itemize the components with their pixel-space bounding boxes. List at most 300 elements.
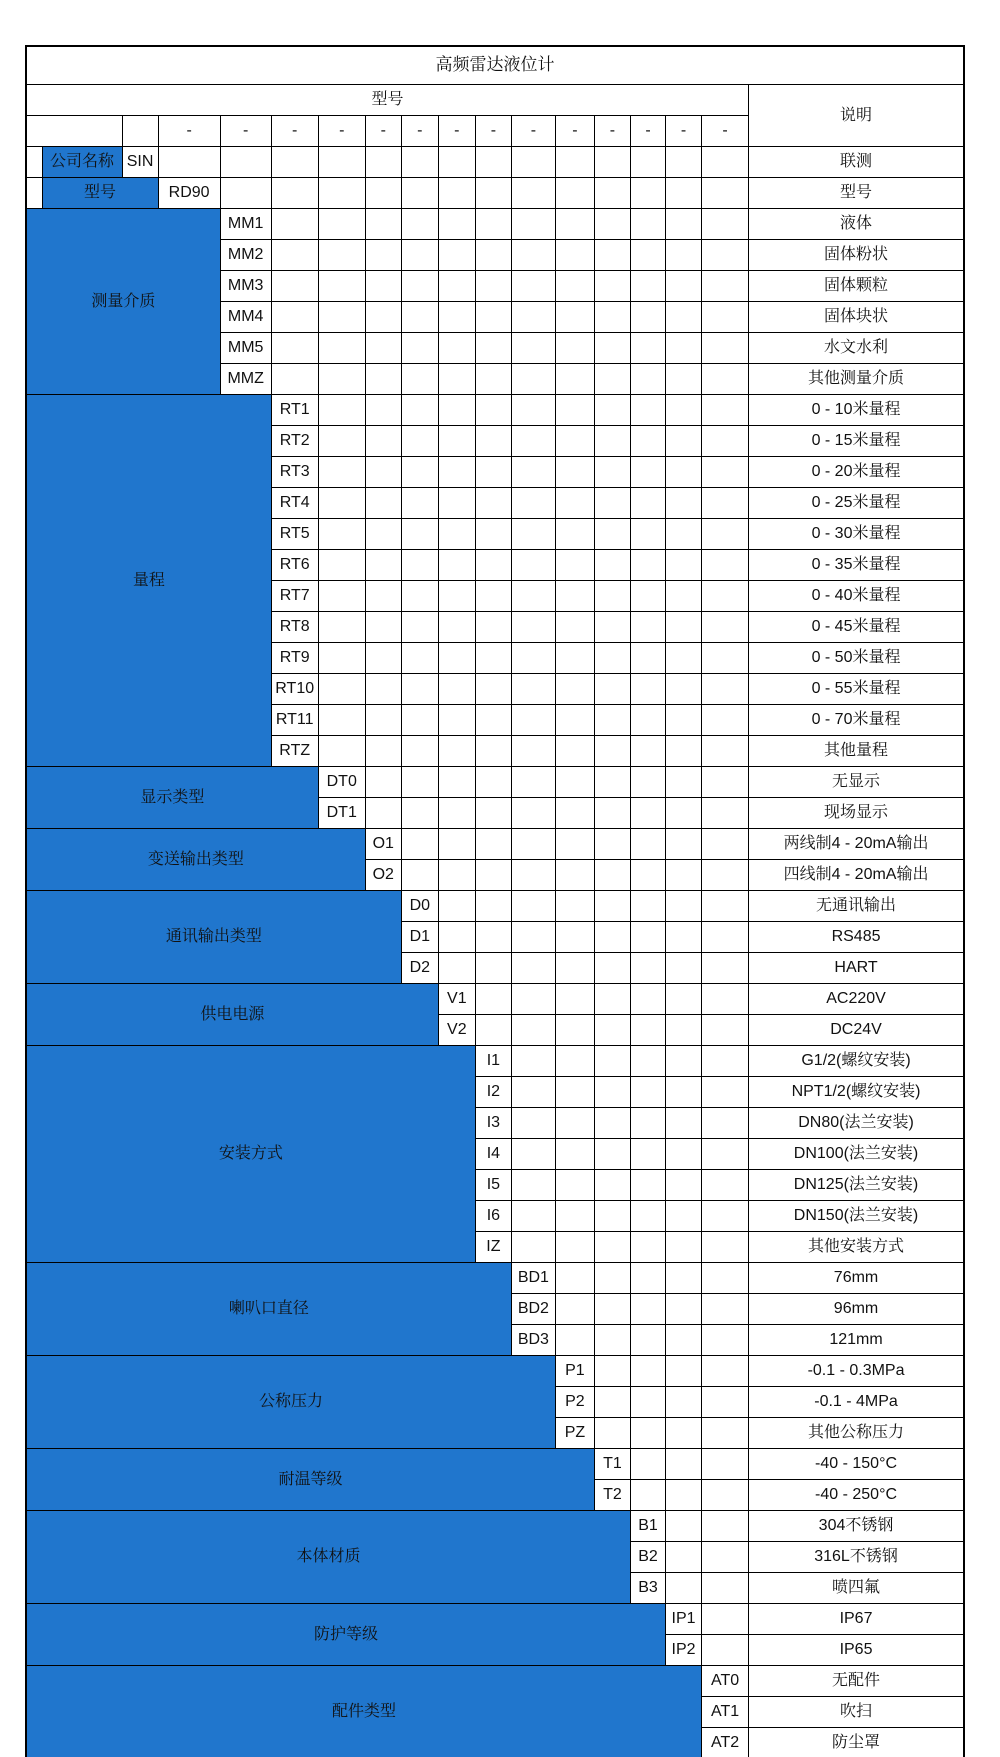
option-desc: 型号	[749, 178, 964, 209]
grid-cell	[401, 178, 438, 209]
grid-cell	[555, 1015, 594, 1046]
grid-cell	[666, 891, 702, 922]
option-code: IP1	[666, 1604, 702, 1635]
grid-cell	[318, 333, 365, 364]
option-desc: 喷四氟	[749, 1573, 964, 1604]
grid-cell	[555, 736, 594, 767]
grid-cell	[594, 643, 630, 674]
grid-cell	[594, 1201, 630, 1232]
model-number-header: 型号	[26, 85, 749, 116]
grid-cell	[271, 147, 318, 178]
option-code: RD90	[158, 178, 220, 209]
grid-cell	[666, 1325, 702, 1356]
grid-cell	[511, 178, 555, 209]
grid-cell	[511, 209, 555, 240]
grid-cell	[475, 271, 511, 302]
grid-cell	[666, 457, 702, 488]
grid-cell	[666, 1449, 702, 1480]
grid-cell	[555, 302, 594, 333]
grid-cell	[702, 860, 749, 891]
option-code: O1	[365, 829, 401, 860]
grid-cell	[271, 178, 318, 209]
grid-cell	[594, 891, 630, 922]
grid-cell	[666, 1542, 702, 1573]
option-code: P1	[555, 1356, 594, 1387]
grid-cell	[438, 209, 475, 240]
option-code: MMZ	[220, 364, 271, 395]
option-code: B1	[630, 1511, 665, 1542]
grid-cell	[702, 240, 749, 271]
grid-cell	[318, 705, 365, 736]
grid-cell	[511, 922, 555, 953]
category-label: 耐温等级	[26, 1449, 594, 1511]
option-code: IP2	[666, 1635, 702, 1666]
grid-cell	[630, 1356, 665, 1387]
grid-cell	[365, 302, 401, 333]
grid-cell	[630, 1480, 665, 1511]
grid-cell	[318, 209, 365, 240]
grid-cell	[401, 643, 438, 674]
option-row	[26, 1263, 964, 1294]
grid-cell	[511, 271, 555, 302]
grid-cell	[511, 550, 555, 581]
grid-cell	[511, 1232, 555, 1263]
grid-cell	[630, 364, 665, 395]
grid-cell	[666, 1108, 702, 1139]
option-desc: -0.1 - 0.3MPa	[749, 1356, 964, 1387]
grid-cell	[666, 1387, 702, 1418]
option-row	[26, 1666, 964, 1697]
option-desc: 防尘罩	[749, 1728, 964, 1757]
grid-cell	[555, 488, 594, 519]
grid-cell	[666, 736, 702, 767]
grid-cell	[365, 426, 401, 457]
grid-cell	[630, 240, 665, 271]
option-desc: -0.1 - 4MPa	[749, 1387, 964, 1418]
option-desc: 联测	[749, 147, 964, 178]
grid-cell	[318, 550, 365, 581]
option-desc: 固体颗粒	[749, 271, 964, 302]
grid-cell	[702, 1356, 749, 1387]
dash-separator: -	[318, 116, 365, 147]
grid-cell	[594, 829, 630, 860]
option-code: I5	[475, 1170, 511, 1201]
grid-cell	[666, 922, 702, 953]
grid-cell	[475, 550, 511, 581]
grid-cell	[511, 364, 555, 395]
grid-cell	[475, 643, 511, 674]
option-desc: 其他公称压力	[749, 1418, 964, 1449]
option-desc: 0 - 30米量程	[749, 519, 964, 550]
grid-cell	[438, 798, 475, 829]
grid-cell	[555, 1325, 594, 1356]
grid-cell	[702, 395, 749, 426]
grid-cell	[630, 1449, 665, 1480]
category-label: 通讯输出类型	[26, 891, 401, 984]
option-desc: -40 - 250°C	[749, 1480, 964, 1511]
option-desc: HART	[749, 953, 964, 984]
option-code: RT4	[271, 488, 318, 519]
grid-cell	[475, 612, 511, 643]
grid-cell	[702, 891, 749, 922]
grid-cell	[511, 1015, 555, 1046]
grid-cell	[438, 364, 475, 395]
grid-cell	[630, 1015, 665, 1046]
option-desc: 0 - 10米量程	[749, 395, 964, 426]
grid-cell	[666, 1077, 702, 1108]
dash-separator: -	[702, 116, 749, 147]
option-code: RT2	[271, 426, 318, 457]
corner-spacer	[26, 147, 42, 178]
grid-cell	[555, 643, 594, 674]
grid-cell	[702, 736, 749, 767]
grid-cell	[666, 674, 702, 705]
grid-cell	[630, 798, 665, 829]
grid-cell	[630, 922, 665, 953]
grid-cell	[702, 1077, 749, 1108]
grid-cell	[555, 922, 594, 953]
grid-cell	[401, 612, 438, 643]
grid-cell	[438, 457, 475, 488]
option-desc: IP67	[749, 1604, 964, 1635]
grid-cell	[666, 333, 702, 364]
grid-cell	[555, 457, 594, 488]
grid-cell	[666, 519, 702, 550]
option-code: RT8	[271, 612, 318, 643]
grid-cell	[438, 488, 475, 519]
grid-cell	[318, 302, 365, 333]
grid-cell	[702, 426, 749, 457]
grid-cell	[365, 271, 401, 302]
option-desc: 0 - 70米量程	[749, 705, 964, 736]
grid-cell	[511, 1108, 555, 1139]
grid-cell	[475, 984, 511, 1015]
dash-separator: -	[555, 116, 594, 147]
grid-cell	[630, 395, 665, 426]
option-code: V2	[438, 1015, 475, 1046]
grid-cell	[401, 457, 438, 488]
grid-cell	[702, 519, 749, 550]
category-label: 量程	[26, 395, 271, 767]
dash-row-spacer	[122, 116, 158, 147]
grid-cell	[702, 1325, 749, 1356]
grid-cell	[630, 209, 665, 240]
grid-cell	[630, 1139, 665, 1170]
grid-cell	[365, 488, 401, 519]
grid-cell	[475, 581, 511, 612]
grid-cell	[594, 395, 630, 426]
option-code: RT6	[271, 550, 318, 581]
grid-cell	[511, 581, 555, 612]
grid-cell	[630, 860, 665, 891]
grid-cell	[475, 240, 511, 271]
grid-cell	[630, 1387, 665, 1418]
grid-cell	[630, 1170, 665, 1201]
grid-cell	[666, 1480, 702, 1511]
grid-cell	[511, 798, 555, 829]
grid-cell	[511, 736, 555, 767]
grid-cell	[318, 364, 365, 395]
grid-cell	[555, 705, 594, 736]
grid-cell	[702, 1046, 749, 1077]
option-desc: NPT1/2(螺纹安装)	[749, 1077, 964, 1108]
grid-cell	[666, 1418, 702, 1449]
dash-separator: -	[365, 116, 401, 147]
option-code: I1	[475, 1046, 511, 1077]
grid-cell	[511, 984, 555, 1015]
category-label: 喇叭口直径	[26, 1263, 511, 1356]
grid-cell	[438, 767, 475, 798]
grid-cell	[475, 922, 511, 953]
grid-cell	[511, 519, 555, 550]
grid-cell	[594, 612, 630, 643]
option-code: RT11	[271, 705, 318, 736]
grid-cell	[702, 488, 749, 519]
grid-cell	[594, 1077, 630, 1108]
grid-cell	[594, 1046, 630, 1077]
grid-cell	[594, 457, 630, 488]
grid-cell	[594, 705, 630, 736]
grid-cell	[438, 333, 475, 364]
option-code: DT1	[318, 798, 365, 829]
grid-cell	[666, 302, 702, 333]
grid-cell	[438, 953, 475, 984]
option-code: RT1	[271, 395, 318, 426]
option-desc: 无通讯输出	[749, 891, 964, 922]
grid-cell	[511, 829, 555, 860]
grid-cell	[594, 1294, 630, 1325]
option-row	[26, 1356, 964, 1387]
grid-cell	[555, 178, 594, 209]
option-desc: 96mm	[749, 1294, 964, 1325]
grid-cell	[702, 922, 749, 953]
option-row	[26, 209, 964, 240]
option-code: SIN	[122, 147, 158, 178]
option-code: BD3	[511, 1325, 555, 1356]
grid-cell	[555, 1263, 594, 1294]
grid-cell	[438, 674, 475, 705]
grid-cell	[438, 736, 475, 767]
grid-cell	[511, 426, 555, 457]
grid-cell	[511, 302, 555, 333]
grid-cell	[438, 581, 475, 612]
grid-cell	[594, 674, 630, 705]
grid-cell	[702, 1635, 749, 1666]
grid-cell	[511, 643, 555, 674]
grid-cell	[702, 1108, 749, 1139]
grid-cell	[555, 550, 594, 581]
option-code: DT0	[318, 767, 365, 798]
grid-cell	[401, 798, 438, 829]
grid-cell	[511, 457, 555, 488]
corner-spacer	[26, 178, 42, 209]
grid-cell	[511, 333, 555, 364]
grid-cell	[401, 488, 438, 519]
grid-cell	[401, 147, 438, 178]
dash-separator: -	[438, 116, 475, 147]
grid-cell	[555, 1201, 594, 1232]
option-code: I6	[475, 1201, 511, 1232]
grid-cell	[630, 736, 665, 767]
grid-cell	[365, 178, 401, 209]
grid-cell	[365, 612, 401, 643]
grid-cell	[318, 581, 365, 612]
grid-cell	[438, 891, 475, 922]
grid-cell	[475, 395, 511, 426]
option-code: I3	[475, 1108, 511, 1139]
option-code: RT7	[271, 581, 318, 612]
grid-cell	[401, 302, 438, 333]
grid-cell	[702, 1480, 749, 1511]
grid-cell	[511, 612, 555, 643]
option-row	[26, 147, 964, 178]
option-desc: 其他测量介质	[749, 364, 964, 395]
option-desc: 其他量程	[749, 736, 964, 767]
grid-cell	[630, 302, 665, 333]
grid-cell	[555, 581, 594, 612]
grid-cell	[594, 860, 630, 891]
grid-cell	[318, 147, 365, 178]
grid-cell	[158, 147, 220, 178]
grid-cell	[475, 767, 511, 798]
grid-cell	[401, 705, 438, 736]
grid-cell	[666, 953, 702, 984]
option-code: MM1	[220, 209, 271, 240]
grid-cell	[318, 519, 365, 550]
option-row	[26, 829, 964, 860]
grid-cell	[401, 674, 438, 705]
grid-cell	[594, 1108, 630, 1139]
grid-cell	[365, 395, 401, 426]
option-row	[26, 395, 964, 426]
option-desc: 现场显示	[749, 798, 964, 829]
grid-cell	[365, 333, 401, 364]
grid-cell	[666, 488, 702, 519]
grid-cell	[594, 1263, 630, 1294]
grid-cell	[438, 426, 475, 457]
grid-cell	[630, 705, 665, 736]
grid-cell	[630, 519, 665, 550]
grid-cell	[511, 767, 555, 798]
dash-separator: -	[475, 116, 511, 147]
grid-cell	[702, 333, 749, 364]
option-desc: DN80(法兰安装)	[749, 1108, 964, 1139]
grid-cell	[702, 829, 749, 860]
grid-cell	[702, 457, 749, 488]
option-desc: 四线制4 - 20mA输出	[749, 860, 964, 891]
grid-cell	[630, 147, 665, 178]
grid-cell	[511, 860, 555, 891]
grid-cell	[666, 860, 702, 891]
option-code: AT1	[702, 1697, 749, 1728]
dash-separator: -	[220, 116, 271, 147]
grid-cell	[475, 457, 511, 488]
option-code: AT2	[702, 1728, 749, 1757]
grid-cell	[511, 953, 555, 984]
grid-cell	[475, 519, 511, 550]
grid-cell	[475, 302, 511, 333]
option-desc: 76mm	[749, 1263, 964, 1294]
grid-cell	[318, 736, 365, 767]
grid-cell	[438, 302, 475, 333]
grid-cell	[365, 736, 401, 767]
grid-cell	[555, 984, 594, 1015]
grid-cell	[475, 953, 511, 984]
grid-cell	[702, 1263, 749, 1294]
grid-cell	[438, 178, 475, 209]
grid-cell	[702, 798, 749, 829]
option-code: D2	[401, 953, 438, 984]
category-label: 供电电源	[26, 984, 438, 1046]
grid-cell	[318, 271, 365, 302]
grid-cell	[666, 209, 702, 240]
option-row	[26, 767, 964, 798]
grid-cell	[666, 767, 702, 798]
option-desc: IP65	[749, 1635, 964, 1666]
grid-cell	[594, 1139, 630, 1170]
grid-cell	[666, 147, 702, 178]
grid-cell	[630, 271, 665, 302]
grid-cell	[666, 178, 702, 209]
option-code: MM2	[220, 240, 271, 271]
grid-cell	[702, 1418, 749, 1449]
option-code: AT0	[702, 1666, 749, 1697]
grid-cell	[365, 798, 401, 829]
option-code: RT5	[271, 519, 318, 550]
option-desc: 0 - 55米量程	[749, 674, 964, 705]
option-code: RT3	[271, 457, 318, 488]
grid-cell	[555, 395, 594, 426]
grid-cell	[630, 1418, 665, 1449]
option-desc: 121mm	[749, 1325, 964, 1356]
option-desc: 两线制4 - 20mA输出	[749, 829, 964, 860]
grid-cell	[594, 240, 630, 271]
grid-cell	[475, 147, 511, 178]
grid-cell	[666, 705, 702, 736]
option-desc: AC220V	[749, 984, 964, 1015]
category-label: 防护等级	[26, 1604, 666, 1666]
grid-cell	[511, 1170, 555, 1201]
grid-cell	[630, 550, 665, 581]
grid-cell	[666, 1139, 702, 1170]
grid-cell	[438, 612, 475, 643]
grid-cell	[630, 953, 665, 984]
option-code: RT9	[271, 643, 318, 674]
dash-separator: -	[158, 116, 220, 147]
grid-cell	[555, 271, 594, 302]
dash-separator: -	[511, 116, 555, 147]
grid-cell	[594, 364, 630, 395]
grid-cell	[401, 364, 438, 395]
grid-cell	[365, 457, 401, 488]
grid-cell	[511, 705, 555, 736]
option-code: B3	[630, 1573, 665, 1604]
grid-cell	[666, 798, 702, 829]
grid-cell	[666, 364, 702, 395]
grid-cell	[511, 240, 555, 271]
option-desc: 无配件	[749, 1666, 964, 1697]
grid-cell	[666, 271, 702, 302]
grid-cell	[438, 395, 475, 426]
grid-cell	[702, 1294, 749, 1325]
category-label: 配件类型	[26, 1666, 702, 1757]
grid-cell	[438, 829, 475, 860]
category-label: 变送输出类型	[26, 829, 365, 891]
option-code: RTZ	[271, 736, 318, 767]
grid-cell	[401, 550, 438, 581]
grid-cell	[438, 147, 475, 178]
option-desc: G1/2(螺纹安装)	[749, 1046, 964, 1077]
